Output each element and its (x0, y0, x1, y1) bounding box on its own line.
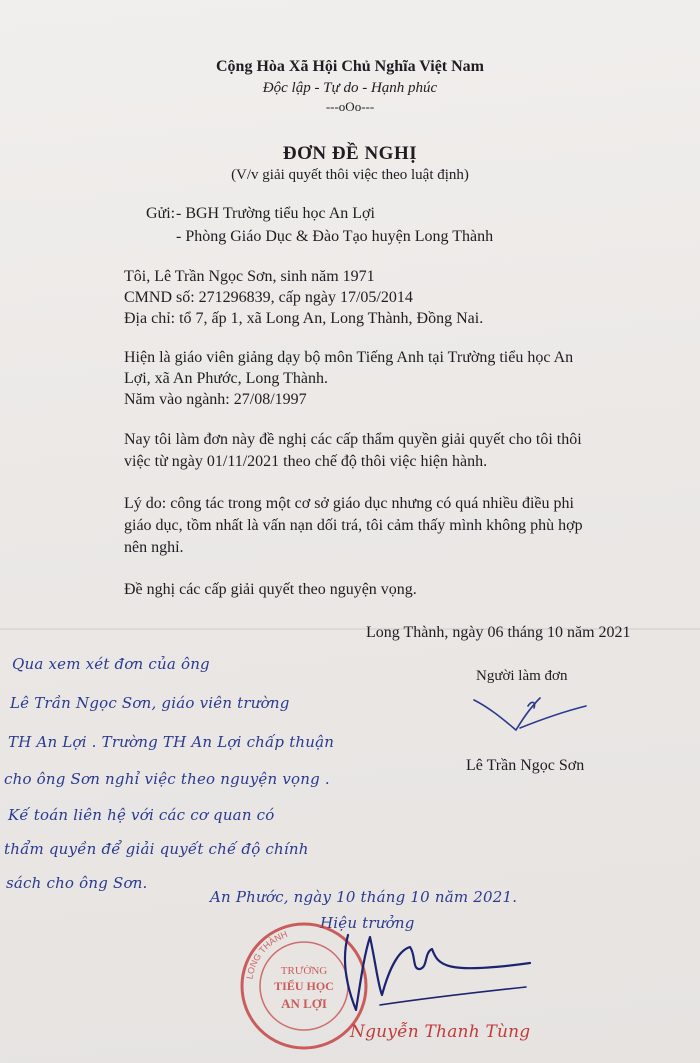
document-title: ĐƠN ĐỀ NGHỊ (282, 143, 418, 164)
closing-line: Đề nghị các cấp giải quyết theo nguyện vọng. (124, 581, 417, 598)
principal-name: Nguyễn Thanh Tùng (350, 1022, 531, 1042)
handwritten-line-5: Kế toán liên hệ với các cơ quan có (8, 806, 275, 824)
recipient-1: - BGH Trường tiểu học An Lợi (176, 205, 375, 222)
recipients-label: Gửi: (146, 205, 176, 222)
signer-role: Người làm đơn (476, 668, 568, 684)
applicant-name-line: Tôi, Lê Trần Ngọc Sơn, sinh năm 1971 (124, 268, 375, 285)
request-line-2: việc từ ngày 01/11/2021 theo chế độ thôi việc hiện hành. (124, 453, 488, 470)
national-motto: Độc lập - Tự do - Hạnh phúc (262, 80, 438, 96)
reason-line-2: giáo dục, tồm nhất là vấn nạn dối trá, tôi cảm thấy mình không phù hợp (124, 517, 583, 534)
header-separator: ---oOo--- (325, 99, 375, 114)
stamp-middle-text: TIỂU HỌC (274, 979, 334, 993)
stamp-ring-text: LONG THÀNH (244, 928, 289, 980)
reason-line-1: Lý do: công tác trong một cơ sở giáo dục nhưng có quá nhiều điều phi (124, 495, 574, 512)
applicant-signature (470, 690, 590, 735)
date-place-line: Long Thành, ngày 06 tháng 10 năm 2021 (366, 624, 631, 641)
stamp-bottom-text: AN LỢI (281, 996, 327, 1011)
handwritten-line-4: cho ông Sơn nghỉ việc theo nguyện vọng . (4, 770, 330, 788)
applicant-address-line: Địa chỉ: tổ 7, ấp 1, xã Long An, Long Thành, Đồng Nai. (124, 310, 484, 327)
handwritten-line-7: sách cho ông Sơn. (6, 874, 148, 892)
employment-line-3: Năm vào ngành: 27/08/1997 (124, 391, 307, 408)
handwritten-line-6: thẩm quyền để giải quyết chế độ chính (4, 840, 309, 858)
applicant-id-line: CMND số: 271296839, cấp ngày 17/05/2014 (124, 289, 413, 306)
document-subtitle: (V/v giải quyết thôi việc theo luật định) (231, 167, 469, 183)
handwritten-role: Hiệu trưởng (320, 914, 415, 932)
handwritten-date: An Phước, ngày 10 tháng 10 năm 2021. (210, 888, 518, 906)
principal-signature (320, 925, 540, 1020)
national-title: Cộng Hòa Xã Hội Chủ Nghĩa Việt Nam (215, 58, 485, 75)
stamp-top-text: TRƯỜNG (280, 965, 328, 977)
handwritten-line-1: Qua xem xét đơn của ông (12, 655, 210, 673)
employment-line-1: Hiện là giáo viên giảng dạy bộ môn Tiếng Anh tại Trường tiểu học An (124, 349, 574, 366)
handwritten-line-3: TH An Lợi . Trường TH An Lợi chấp thuận (8, 733, 335, 751)
employment-line-2: Lợi, xã An Phước, Long Thành. (124, 370, 328, 387)
request-line-1: Nay tôi làm đơn này đề nghị các cấp thẩm quyền giải quyết cho tôi thôi (124, 431, 582, 448)
signer-name: Lê Trần Ngọc Sơn (466, 757, 585, 774)
reason-line-3: nên nghỉ. (124, 539, 184, 556)
handwritten-line-2: Lê Trần Ngọc Sơn, giáo viên trường (10, 694, 290, 712)
recipient-2: - Phòng Giáo Dục & Đào Tạo huyện Long Thành (176, 228, 494, 245)
